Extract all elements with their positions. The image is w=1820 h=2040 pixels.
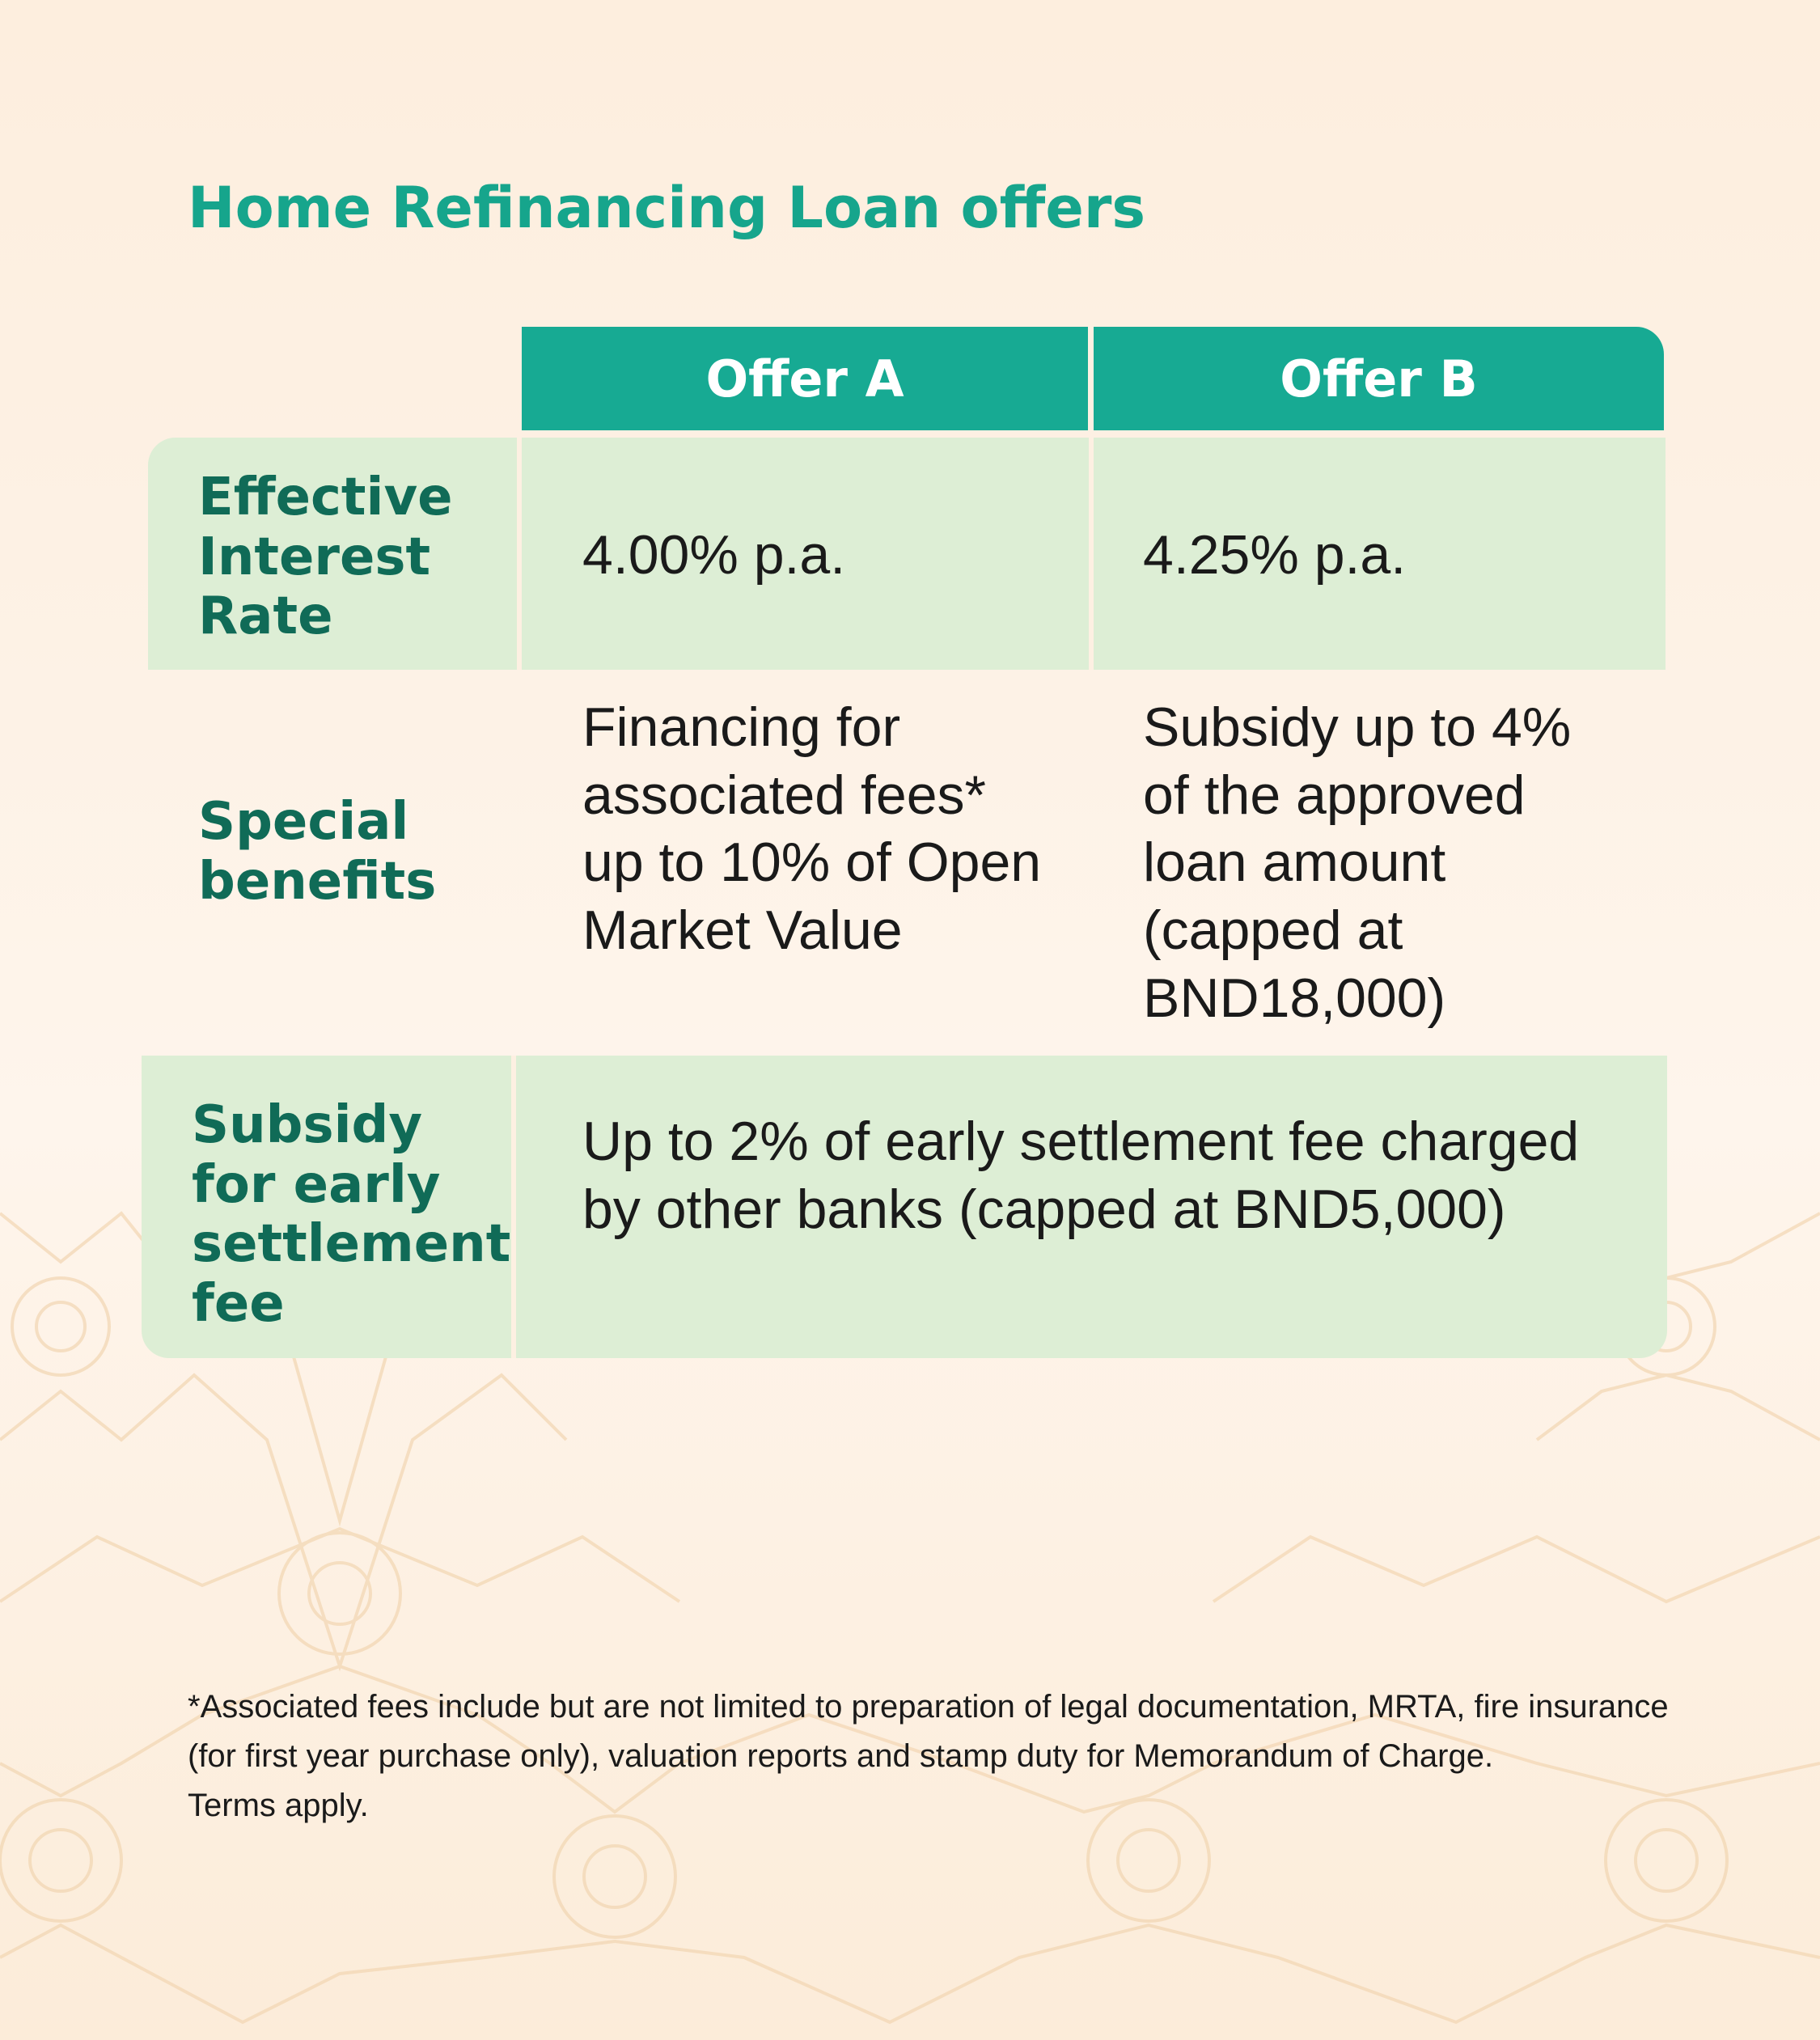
row-label-early-settlement: Subsidy for early settlement fee (192, 1095, 511, 1334)
offer-b-special-benefits: Subsidy up to 4% of the approved loan amount (capped at BND18,000) (1143, 696, 1572, 1029)
page-title: Home Refinancing Loan offers (188, 175, 1146, 241)
offer-b-interest-rate: 4.25% p.a. (1143, 524, 1407, 586)
row-label-special-benefits: Special benefits (198, 792, 437, 912)
column-header-offer-b: Offer B (1094, 327, 1664, 430)
column-divider (517, 438, 522, 670)
column-header-offer-a: Offer A (522, 327, 1088, 430)
footnote-text: *Associated fees include but are not limited to preparation of legal documentation, MRTA, fire insurance (for first year purchase only), valuation reports and stamp duty for Memorandum of Charge. (188, 1689, 1669, 1774)
offer-a-special-benefits: Financing for associated fees* up to 10% of Open Market Value (582, 696, 1042, 961)
column-divider (1089, 438, 1094, 670)
offer-a-interest-rate: 4.00% p.a. (582, 524, 846, 586)
terms-text: Terms apply. (188, 1787, 369, 1823)
footnote (188, 1682, 1676, 1830)
early-settlement-subsidy: Up to 2% of early settlement fee charged by other banks (capped at BND5,000) (582, 1111, 1580, 1240)
row-label-interest-rate: Effective Interest Rate (198, 468, 453, 647)
